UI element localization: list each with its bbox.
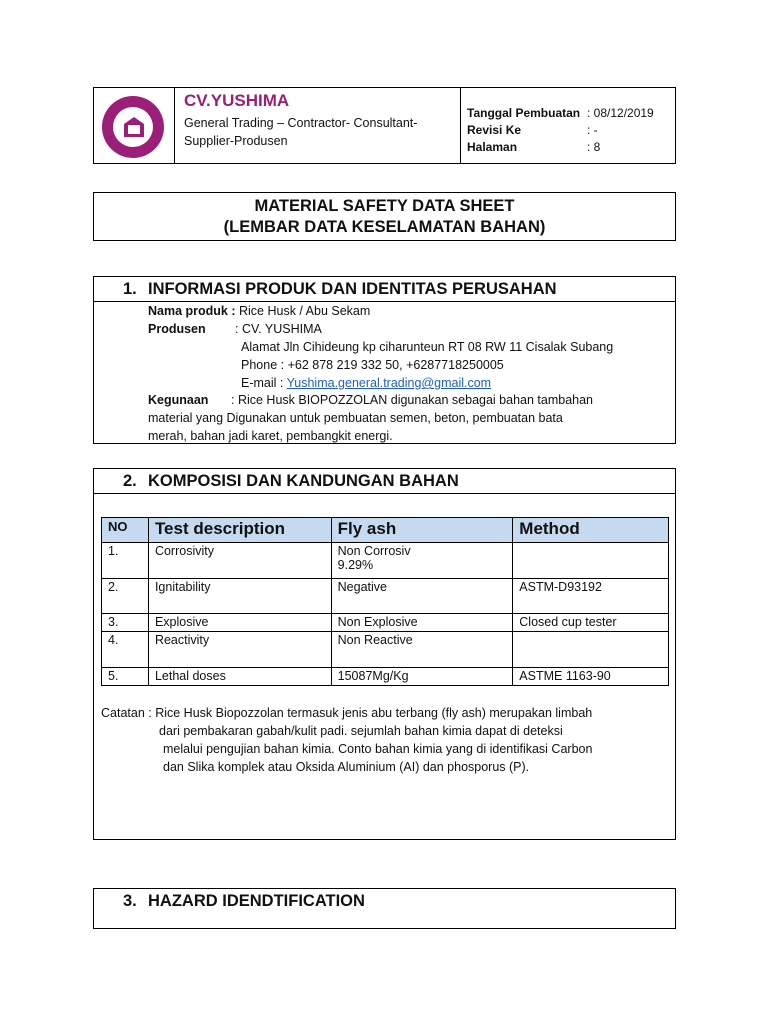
title-line-1: MATERIAL SAFETY DATA SHEET bbox=[254, 197, 515, 215]
title-line-2: (LEMBAR DATA KESELAMATAN BAHAN) bbox=[223, 218, 546, 236]
usage-label: Kegunaan bbox=[148, 393, 209, 407]
meta-tanggal: Tanggal Pembuatan : 08/12/2019 bbox=[467, 106, 654, 120]
col-header-flyash: Fly ash bbox=[331, 518, 513, 543]
logo-cell bbox=[94, 88, 175, 163]
table-row: 5. Lethal doses 15087Mg/Kg ASTME 1163-90 bbox=[102, 668, 669, 686]
address-line: Alamat Jln Cihideung kp ciharunteun RT 08 RW 11 Cisalak Subang bbox=[241, 340, 614, 354]
col-header-test: Test description bbox=[148, 518, 331, 543]
table-row: 3. Explosive Non Explosive Closed cup tester bbox=[102, 614, 669, 632]
table-row: 4. Reactivity Non Reactive bbox=[102, 632, 669, 668]
product-name-line: Nama produk : Rice Husk / Abu Sekam bbox=[148, 304, 371, 318]
usage-line-1: : Rice Husk BIOPOZZOLAN digunakan sebagai bahan tambahan bbox=[231, 393, 594, 407]
section-composition bbox=[93, 468, 676, 840]
col-header-no: NO bbox=[102, 518, 149, 543]
section-product-info bbox=[93, 276, 676, 444]
section-hazard bbox=[93, 888, 676, 929]
note-line-2: dari pembakaran gabah/kulit padi. sejumlah bahan kimia dapat di deteksi bbox=[159, 724, 563, 738]
company-cell bbox=[176, 88, 461, 163]
meta-halaman: Halaman : 8 bbox=[467, 140, 601, 154]
phone-line: Phone : +62 878 219 332 50, +6287718250005 bbox=[241, 358, 504, 372]
document-meta bbox=[462, 88, 675, 163]
section-1-heading: 1. INFORMASI PRODUK DAN IDENTITAS PERUSAHAN bbox=[94, 277, 675, 302]
usage-line-2: material yang Digunakan untuk pembuatan semen, beton, pembuatan bata bbox=[148, 411, 563, 425]
note-line-3: melalui pengujian bahan kimia. Conto bahan kimia yang di identifikasi Carbon bbox=[163, 742, 593, 756]
section-3-heading: 3. HAZARD IDENDTIFICATION bbox=[123, 892, 365, 910]
document-title bbox=[93, 192, 676, 241]
producer-value: : CV. YUSHIMA bbox=[235, 322, 322, 336]
usage-line-3: merah, bahan jadi karet, pembangkit energi. bbox=[148, 429, 393, 443]
table-row: 2. Ignitability Negative ASTM-D93192 bbox=[102, 579, 669, 614]
house-icon bbox=[123, 116, 145, 138]
note-line-1: Catatan : Rice Husk Biopozzolan termasuk jenis abu terbang (fly ash) merupakan limbah bbox=[101, 706, 593, 720]
note-line-4: dan Slika komplek atau Oksida Aluminium (AI) dan phosporus (P). bbox=[163, 760, 530, 774]
document-header bbox=[93, 87, 676, 164]
producer-line: Produsen bbox=[148, 322, 206, 336]
company-logo bbox=[102, 96, 164, 158]
table-row: 1. Corrosivity Non Corrosiv 9.29% bbox=[102, 543, 669, 579]
composition-table bbox=[101, 517, 669, 686]
table-header-row bbox=[102, 518, 669, 543]
company-name: CV.YUSHIMA bbox=[184, 91, 290, 110]
meta-revisi: Revisi Ke : - bbox=[467, 123, 598, 137]
company-description: General Trading – Contractor- Consultant-Supplier-Produsen bbox=[184, 116, 418, 148]
section-2-heading: 2. KOMPOSISI DAN KANDUNGAN BAHAN bbox=[94, 469, 675, 494]
col-header-method: Method bbox=[513, 518, 669, 543]
email-link[interactable]: Yushima.general.trading@gmail.com bbox=[286, 376, 492, 390]
email-line: E-mail : Yushima.general.trading@gmail.com bbox=[241, 376, 492, 390]
